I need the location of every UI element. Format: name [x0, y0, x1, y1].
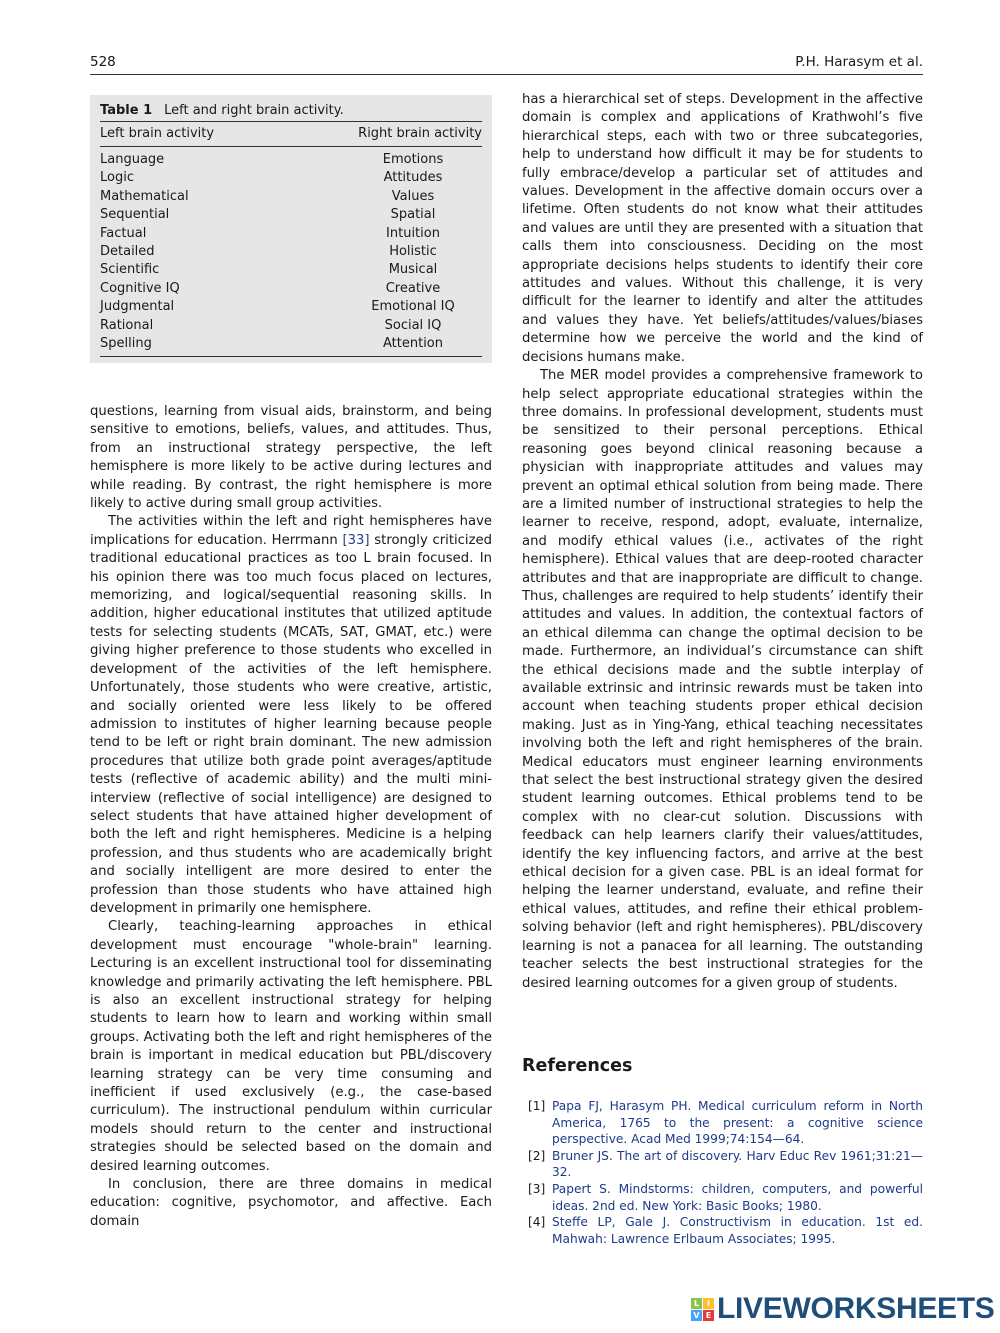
- cell-left: Mathematical: [100, 188, 189, 204]
- cell-left: Scientific: [100, 262, 160, 278]
- table-row: [100, 188, 482, 206]
- live-tiles-icon: L I V E: [691, 1298, 714, 1321]
- table-row: [100, 298, 482, 316]
- reference-link[interactable]: Papa FJ, Harasym PH. Medical curriculum reform in North America, 1765 to the present: a cognitive science perspective. Acad Med 1999;74:154—64.: [552, 1099, 923, 1147]
- references-list: [528, 1098, 923, 1247]
- paragraph: The MER model provides a comprehensive framework to help select appropriate educational strategies within the three domains. In professional development, students must be sensitized to their personal perceptions. Ethical reasoning goes beyond clinical reasoning because a physician with inappropriate attitudes and values may prevent an optimal ethical solution from being made. There are a limited number of instructional strategies to help the learner to receive, respond, adopt, evaluate, internalize, and modify ethical values (i.e., activates of the right hemisphere). Ethical values that are deep-rooted character attributes and that are inappropriate are difficult to change. Thus, challenges are required to help students’ identify their attitudes and values. In addition, the contextual factors of an ethical dilemma can change the optimal decision to be made. Furthermore, an individual’s circumstance can shift the ethical decisions made and the subtle interplay of available extrinsic and intrinsic rewards must be taken into account when teaching students proper ethical decision making. Just as in Ying-Yang, ethical teaching necessitates involving both the left and right hemispheres of the brain. Medical educators must engineer learning environments that select the best instructional strategy given the desired student learning outcomes. Ethical problems tend to be complex with no clear-cut solution. Discussions with feedback can help learners clarify their values/attitudes, identify the key influencing factors, and arrive at the best ethical decision for a given case. PBL is an ideal format for helping the learner understand, evaluate, and refine their ethical values, attitudes, and refine their ethical problem-solving behavior (left and right hemispheres). PBL/discovery learning is not a panacea for all learning. The outstanding teacher selects the best instructional strategies for the desired learning outcomes for a given group of students.: [522, 368, 923, 991]
- reference-item: [528, 1214, 923, 1247]
- reference-number: [4]: [528, 1215, 546, 1230]
- reference-number: [3]: [528, 1181, 546, 1196]
- cell-left: Spelling: [100, 335, 152, 351]
- column-header-left: Left brain activity: [100, 126, 215, 141]
- table-row: [100, 206, 482, 224]
- liveworksheets-watermark: [691, 1292, 995, 1326]
- cell-right: Emotional IQ: [371, 299, 455, 315]
- cell-right: Holistic: [389, 243, 437, 259]
- cell-right: Social IQ: [384, 317, 442, 333]
- table-row: [100, 280, 482, 298]
- cell-right: Emotions: [382, 152, 444, 167]
- paragraph-text: strongly criticized traditional educational practices as too L brain focused. In his opinion there was too much focus placed on lectures, memorizing, and logical/sequential reasoning skills. In addition, higher educational institutes that utilized aptitude tests for selecting students (MCATs, SAT, GMAT, etc.) were giving higher preference to those students who excelled in development of the activities of the left hemisphere. Unfortunately, those students who were creative, artistic, and socially oriented were less likely to be offered admission to institutes of higher learning because people tend to be left or right brain dominant. The new admission procedures that utilize both grade point averages/aptitude tests (reflective of academic ability) and the multi mini-interview (reflective of social intelligence) are designed to select students that have attained higher development of both the left and right hemispheres. Medicine is a helping profession, and thus students who are academically bright and socially intelligent are more desired to enter the profession than those students who have attained high development in primarily one hemisphere.: [90, 532, 492, 916]
- running-authors: P.H. Harasym et al.: [795, 54, 923, 70]
- table-caption: [100, 101, 482, 122]
- table-label: Table 1: [100, 103, 153, 118]
- table-row: [100, 225, 482, 243]
- column-header-right: Right brain activity: [358, 126, 482, 141]
- reference-link[interactable]: Bruner JS. The art of discovery. Harv Educ Rev 1961;31:21—32.: [552, 1148, 923, 1180]
- watermark-text: LIVEWORKSHEETS: [717, 1292, 995, 1325]
- table-row: [100, 243, 482, 261]
- cell-left: Sequential: [100, 207, 170, 223]
- cell-left: Factual: [100, 225, 147, 241]
- page-number: 528: [90, 54, 116, 70]
- paragraph: [90, 513, 492, 918]
- table-row: [100, 261, 482, 279]
- reference-item: [528, 1181, 923, 1214]
- table-row: [100, 335, 482, 353]
- reference-number: [2]: [528, 1148, 546, 1163]
- table-bottom-rule: [100, 356, 482, 357]
- cell-left: Language: [100, 152, 165, 167]
- reference-link[interactable]: Steffe LP, Gale J. Constructivism in education. 1st ed. Mahwah: Lawrence Erlbaum Associates; 1995.: [552, 1215, 923, 1246]
- paragraph-text: The activities within the left and right hemispheres have implications for education. Herrmann: [90, 514, 492, 548]
- table-header-row: [100, 122, 482, 147]
- reference-item: [528, 1098, 923, 1148]
- table-1: [90, 95, 492, 363]
- paragraph: questions, learning from visual aids, brainstorm, and being sensitive to emotions, beliefs, values, and attitudes. Thus, from an instructional strategy perspective, the left hemisphere is more likely to be active during lectures and while reading. By contrast, the right hemisphere is more likely to active during small group activities.: [90, 404, 492, 512]
- right-column-body: [522, 91, 923, 993]
- reference-number: [1]: [528, 1099, 546, 1113]
- left-column-body: [90, 403, 492, 1231]
- reference-item: [528, 1148, 923, 1181]
- paragraph: has a hierarchical set of steps. Development in the affective domain is complex and applications of Krathwohl’s five hierarchical steps, each with two or three subcategories, help to understand how difficult it may be for students to fully embrace/develop a particular set of attitudes and values. Development in the affective domain occurs over a lifetime. Often students do not know what their attitudes and values are until they are presented with a situation that calls them into consciousness. Deciding on the most appropriate decisions helps students to identify their core attitudes and values. Without this challenge, it is very difficult for the learner to identify and alter the attitudes and values they have. Yet beliefs/attitudes/values/biases determine how we perceive the world and the kind of decisions humans make.: [522, 92, 923, 365]
- paragraph: Clearly, teaching-learning approaches in ethical development must encourage "whole-brain" learning. Lecturing is an excellent instructional tool for disseminating knowledge and primarily activating the left hemisphere. PBL is also an excellent instructional strategy for helping students to learn how to learn and working within small groups. Activating both the left and right hemispheres of the brain is important in medical education but PBL/discovery learning strategy can be very time consuming and inefficient if used exclusively (e.g., the case-based curriculum). The instructional pendulum within curricular models should return to the center and instructional strategies should be selected based on the domain and desired learning outcomes.: [90, 919, 492, 1174]
- table-row: [100, 169, 482, 187]
- cell-right: Creative: [385, 280, 441, 296]
- references-heading: References: [522, 1056, 633, 1076]
- cell-left: Judgmental: [100, 299, 175, 315]
- cell-right: Attention: [383, 335, 443, 351]
- cell-right: Musical: [388, 262, 438, 278]
- cell-right: Intuition: [386, 225, 440, 241]
- cell-right: Spatial: [390, 207, 436, 223]
- cell-right: Values: [391, 188, 435, 204]
- cell-left: Detailed: [100, 243, 155, 259]
- paragraph: In conclusion, there are three domains in medical education: cognitive, psychomotor, and affective. Each domain: [90, 1177, 492, 1229]
- reference-link[interactable]: Papert S. Mindstorms: children, computers, and powerful ideas. 2nd ed. New York: Basic Books; 1980.: [552, 1181, 923, 1213]
- cell-right: Attitudes: [383, 170, 443, 186]
- page-header: [90, 52, 923, 75]
- table-row: [100, 151, 482, 169]
- citation-link[interactable]: [33]: [342, 532, 370, 548]
- cell-left: Cognitive IQ: [100, 280, 180, 296]
- cell-left: Rational: [100, 317, 154, 333]
- table-caption-text: Left and right brain activity.: [164, 103, 344, 118]
- cell-left: Logic: [100, 170, 134, 186]
- table-row: [100, 317, 482, 335]
